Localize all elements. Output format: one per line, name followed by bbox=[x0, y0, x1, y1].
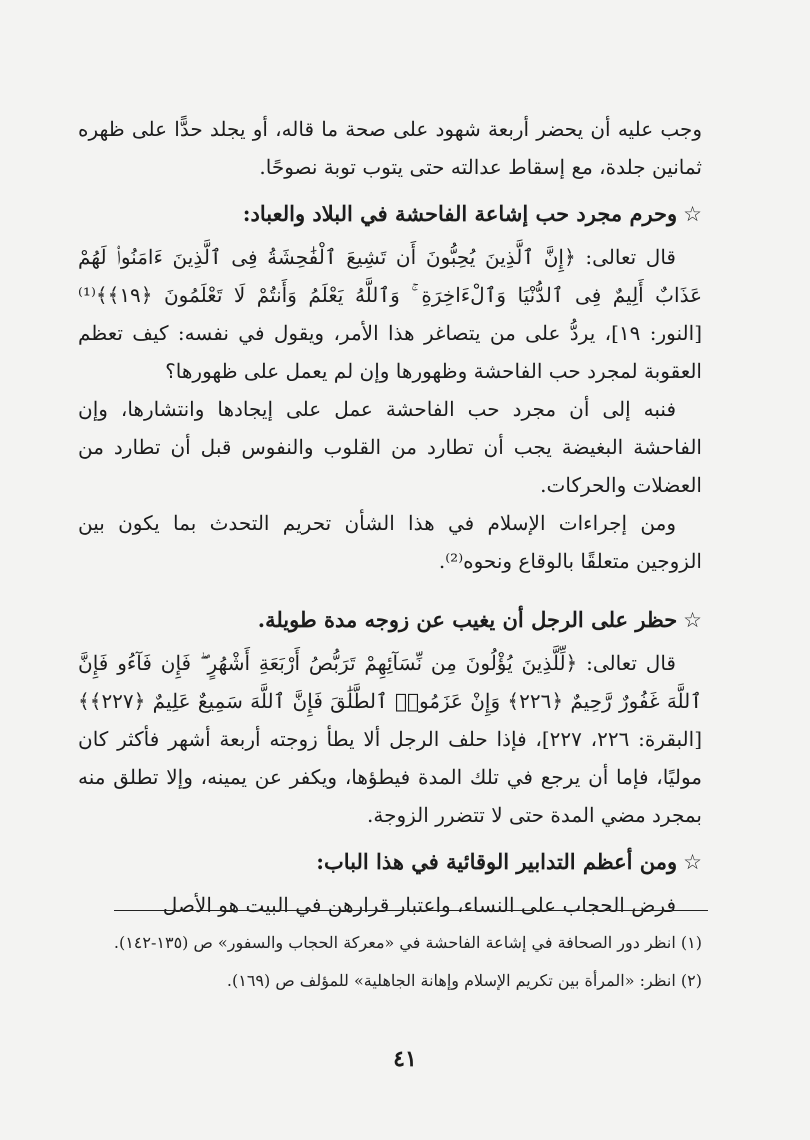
star-icon: ☆ bbox=[683, 202, 702, 226]
paragraph-1: وجب عليه أن يحضر أربعة شهود على صحة ما قاله، أو يجلد حدًّا على ظهره ثمانين جلدة، مع إسقاط عدالته حتى يتوب توبة نصوحًا. bbox=[78, 117, 702, 179]
footnote-1: (١) انظر دور الصحافة في إشاعة الفاحشة في «معركة الحجاب والسفور» ص (١٣٥-١٤٢). bbox=[113, 933, 702, 952]
section-heading-1 bbox=[78, 194, 702, 234]
star-icon: ☆ bbox=[683, 608, 702, 632]
section-heading-3 bbox=[78, 842, 702, 882]
page-number: ٤١ bbox=[393, 1046, 417, 1072]
star-icon: ☆ bbox=[683, 850, 702, 874]
section-heading-3-text: ومن أعظم التدابير الوقائية في هذا الباب: bbox=[316, 849, 678, 874]
section-heading-2 bbox=[78, 600, 702, 640]
paragraph-4: ومن إجراءات الإسلام في هذا الشأن تحريم التحدث بما يكون بين الزوجين متعلقًا بالوقاع ونحوه⁽²⁾. bbox=[78, 511, 702, 573]
paragraph-2: قال تعالى: ﴿إِنَّ ٱلَّذِينَ يُحِبُّونَ أَن تَشِيعَ ٱلْفَٰحِشَةُ فِى ٱلَّذِينَ ءَامَنُوا۟ لَهُمْ عَذَابٌ أَلِيمٌ فِى ٱلدُّنْيَا وَٱلْءَاخِرَةِ ۚ وَٱللَّهُ يَعْلَمُ وَأَنتُمْ لَا تَعْلَمُونَ ﴿١٩﴾﴾⁽¹⁾ [النور: ١٩]، يردُّ على من يتصاغر هذا الأمر، ويقول في نفسه: كيف تعظم العقوبة لمجرد حب الفاحشة وظهورها وإن لم يعمل على ظهورها؟ bbox=[78, 245, 702, 383]
paragraph-3: فنبه إلى أن مجرد حب الفاحشة عمل على إيجادها وانتشارها، وإن الفاحشة البغيضة يجب أن تطارد من القلوب والنفوس قبل أن تطارد من العضلات والحركات. bbox=[78, 397, 702, 497]
footnote-separator bbox=[114, 910, 708, 911]
section-heading-2-text: حظر على الرجل أن يغيب عن زوجه مدة طويلة. bbox=[257, 607, 678, 632]
footnotes bbox=[78, 928, 702, 1004]
page-body bbox=[78, 110, 702, 924]
section-heading-1-text: وحرم مجرد حب إشاعة الفاحشة في البلاد والعباد: bbox=[242, 201, 678, 226]
footnote-2: (٢) انظر: «المرأة بين تكريم الإسلام وإهانة الجاهلية» للمؤلف ص (١٦٩). bbox=[226, 971, 702, 990]
paragraph-6: فرض الحجاب على النساء، واعتبار قرارهن في البيت هو الأصل bbox=[162, 893, 676, 917]
paragraph-5: قال تعالى: ﴿لِّلَّذِينَ يُؤْلُونَ مِن نِّسَآئِهِمْ تَرَبُّصُ أَرْبَعَةِ أَشْهُرٍ ۖ فَإِن فَآءُو فَإِنَّ ٱللَّهَ غَفُورٌ رَّحِيمٌ ﴿٢٢٦﴾ وَإِنْ عَزَمُوا۟ ٱلطَّلَٰقَ فَإِنَّ ٱللَّهَ سَمِيعٌ عَلِيمٌ ﴿٢٢٧﴾﴾ [البقرة: ٢٢٦، ٢٢٧]، فإذا حلف الرجل ألا يطأ زوجته أربعة أشهر فأكثر كان موليًا، فإما أن يرجع في تلك المدة فيطؤها، ويكفر عن يمينه، وإلا تطلق منه بمجرد مضي المدة حتى لا تتضرر الزوجة. bbox=[78, 651, 702, 827]
